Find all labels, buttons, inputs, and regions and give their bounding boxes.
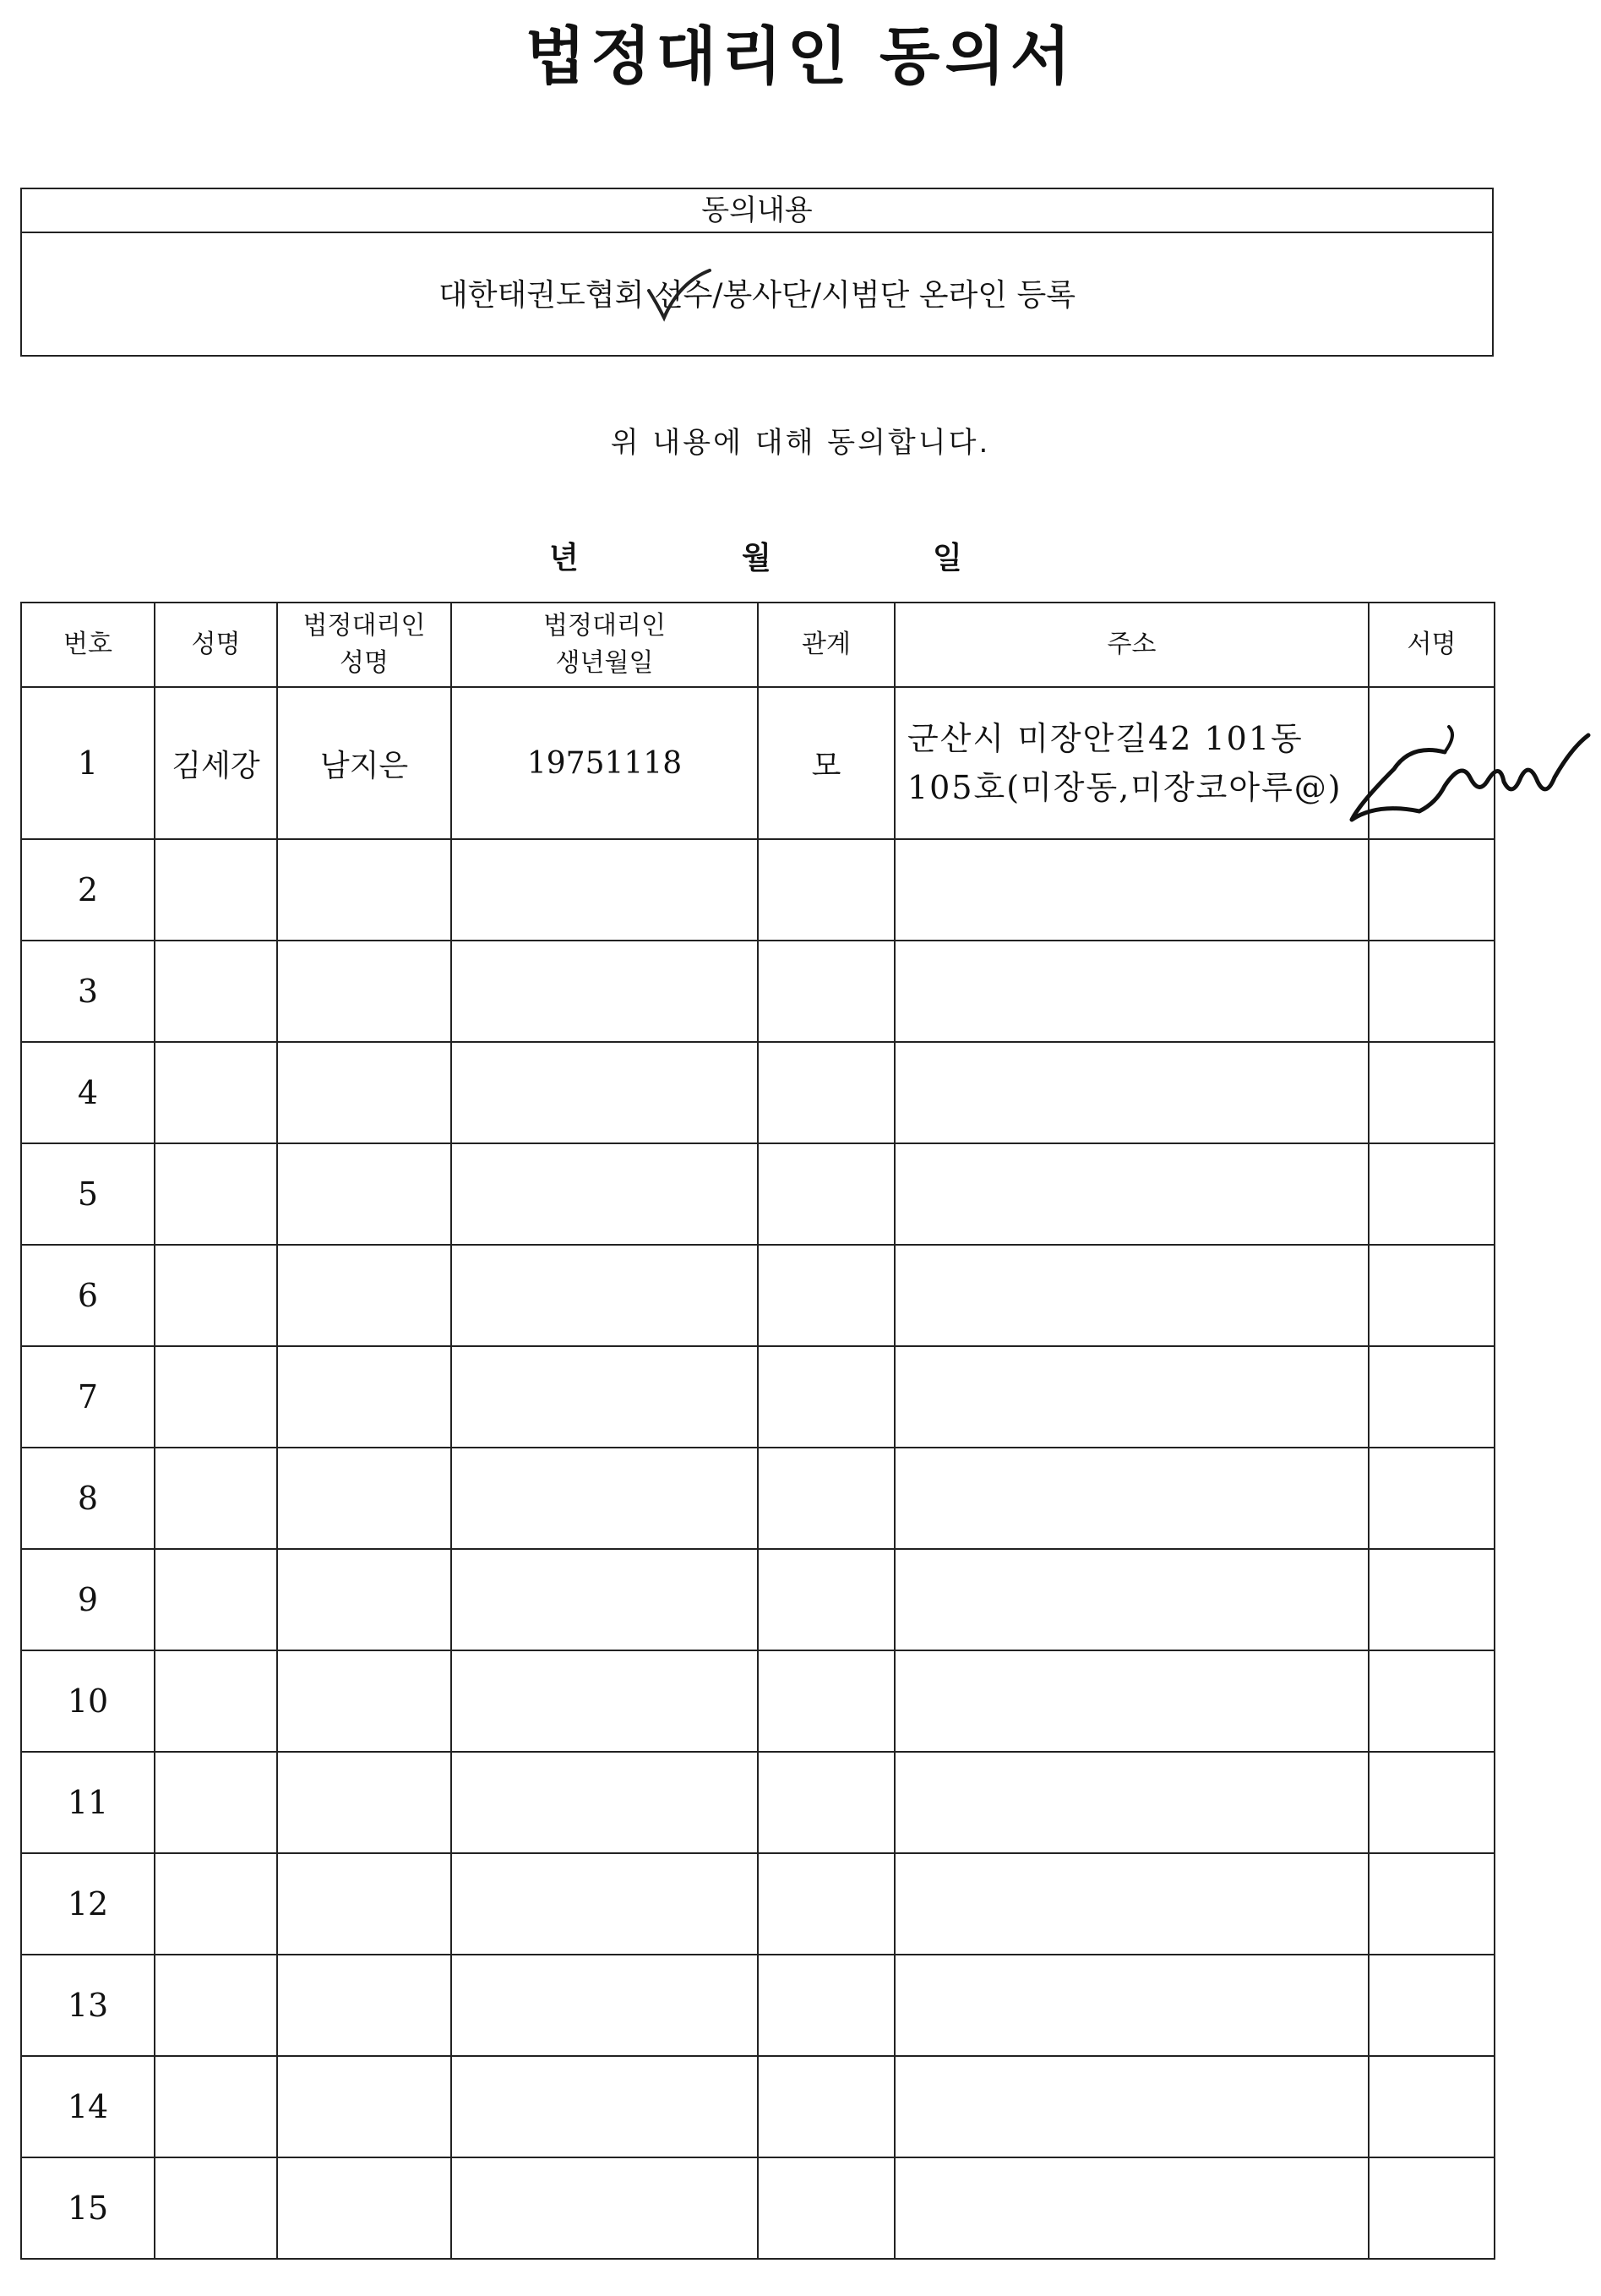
row-number: 10 bbox=[21, 1650, 155, 1752]
row-guardian-birth bbox=[451, 1346, 758, 1448]
row-address: 군산시 미장안길42 101동 105호(미장동,미장코아루@) bbox=[895, 687, 1369, 839]
row-address bbox=[895, 1042, 1369, 1143]
row-name: 김세강 bbox=[155, 687, 277, 839]
row-relation bbox=[758, 1549, 895, 1650]
table-row bbox=[21, 2157, 1495, 2259]
row-guardian-name bbox=[277, 1955, 451, 2056]
handwritten-signature bbox=[1343, 701, 1597, 837]
row-guardian-name bbox=[277, 1549, 451, 1650]
guardian-table bbox=[20, 602, 1495, 2260]
row-relation bbox=[758, 1853, 895, 1955]
row-relation bbox=[758, 2157, 895, 2259]
header-relation: 관계 bbox=[758, 603, 895, 687]
row-guardian-birth bbox=[451, 1549, 758, 1650]
row-guardian-birth bbox=[451, 1650, 758, 1752]
row-number: 1 bbox=[21, 687, 155, 839]
row-name bbox=[155, 941, 277, 1042]
row-number: 6 bbox=[21, 1245, 155, 1346]
row-guardian-birth bbox=[451, 941, 758, 1042]
row-signature bbox=[1369, 2056, 1495, 2157]
row-signature bbox=[1369, 839, 1495, 941]
row-guardian-birth bbox=[451, 1752, 758, 1853]
row-signature bbox=[1369, 1853, 1495, 1955]
table-row bbox=[21, 2056, 1495, 2157]
row-relation bbox=[758, 1245, 895, 1346]
table-row bbox=[21, 1650, 1495, 1752]
row-relation bbox=[758, 1346, 895, 1448]
row-relation bbox=[758, 1448, 895, 1549]
row-guardian-birth bbox=[451, 2157, 758, 2259]
table-header-row bbox=[21, 603, 1495, 687]
row-relation bbox=[758, 1143, 895, 1245]
header-guardian-birth: 법정대리인 생년월일 bbox=[451, 603, 758, 687]
row-name bbox=[155, 1143, 277, 1245]
row-guardian-name bbox=[277, 1650, 451, 1752]
row-relation bbox=[758, 2056, 895, 2157]
row-guardian-birth bbox=[451, 839, 758, 941]
row-relation bbox=[758, 941, 895, 1042]
row-name bbox=[155, 2157, 277, 2259]
row-signature bbox=[1369, 1346, 1495, 1448]
row-guardian-name bbox=[277, 1853, 451, 1955]
row-address bbox=[895, 1346, 1369, 1448]
page-title: 법정대리인 동의서 bbox=[525, 20, 1076, 93]
table-row bbox=[21, 941, 1495, 1042]
table-row bbox=[21, 687, 1495, 839]
row-number: 4 bbox=[21, 1042, 155, 1143]
row-number: 8 bbox=[21, 1448, 155, 1549]
row-number: 9 bbox=[21, 1549, 155, 1650]
table-row bbox=[21, 1853, 1495, 1955]
row-number: 5 bbox=[21, 1143, 155, 1245]
row-address bbox=[895, 1245, 1369, 1346]
row-guardian-birth bbox=[451, 1245, 758, 1346]
row-name bbox=[155, 2056, 277, 2157]
row-guardian-birth bbox=[451, 1042, 758, 1143]
row-address bbox=[895, 839, 1369, 941]
row-name bbox=[155, 1955, 277, 2056]
row-guardian-name bbox=[277, 2056, 451, 2157]
table-row bbox=[21, 1143, 1495, 1245]
row-signature bbox=[1369, 941, 1495, 1042]
row-address bbox=[895, 2056, 1369, 2157]
table-row bbox=[21, 1346, 1495, 1448]
row-guardian-name bbox=[277, 1143, 451, 1245]
row-address bbox=[895, 1650, 1369, 1752]
date-month-label: 월 bbox=[742, 541, 771, 575]
row-name bbox=[155, 839, 277, 941]
row-signature bbox=[1369, 2157, 1495, 2259]
bleed-through-text bbox=[972, 1453, 983, 1492]
row-address bbox=[895, 2157, 1369, 2259]
header-guardian-name: 법정대리인 성명 bbox=[277, 603, 451, 687]
row-guardian-birth: 19751118 bbox=[451, 687, 758, 839]
consent-content-box bbox=[20, 188, 1494, 357]
row-address bbox=[895, 1853, 1369, 1955]
row-number: 3 bbox=[21, 941, 155, 1042]
row-guardian-birth bbox=[451, 1143, 758, 1245]
consent-header: 동의내용 bbox=[22, 189, 1492, 233]
row-address bbox=[895, 1143, 1369, 1245]
consent-body-wrap bbox=[22, 233, 1492, 358]
row-name bbox=[155, 1549, 277, 1650]
row-name bbox=[155, 1448, 277, 1549]
table-body bbox=[21, 687, 1495, 2259]
header-name: 성명 bbox=[155, 603, 277, 687]
consent-body: 대한태권도협회 선수/봉사단/시범단 온라인 등록 bbox=[438, 278, 1076, 313]
row-name bbox=[155, 1245, 277, 1346]
date-year-label: 년 bbox=[549, 541, 579, 575]
row-guardian-birth bbox=[451, 1853, 758, 1955]
row-signature bbox=[1369, 1245, 1495, 1346]
header-signature: 서명 bbox=[1369, 603, 1495, 687]
table-row bbox=[21, 1955, 1495, 2056]
table-row bbox=[21, 1752, 1495, 1853]
row-number: 14 bbox=[21, 2056, 155, 2157]
row-relation bbox=[758, 1955, 895, 2056]
row-guardian-name bbox=[277, 1042, 451, 1143]
header-address: 주소 bbox=[895, 603, 1369, 687]
row-number: 7 bbox=[21, 1346, 155, 1448]
row-signature bbox=[1369, 1448, 1495, 1549]
row-guardian-name bbox=[277, 2157, 451, 2259]
row-relation bbox=[758, 839, 895, 941]
row-guardian-name bbox=[277, 1245, 451, 1346]
row-address bbox=[895, 1549, 1369, 1650]
date-day-label: 일 bbox=[933, 541, 962, 575]
row-relation bbox=[758, 1650, 895, 1752]
row-signature bbox=[1369, 1955, 1495, 2056]
checkmark-icon bbox=[645, 265, 713, 324]
row-guardian-name bbox=[277, 1448, 451, 1549]
row-signature bbox=[1369, 1042, 1495, 1143]
row-address bbox=[895, 1955, 1369, 2056]
row-address bbox=[895, 941, 1369, 1042]
row-guardian-birth bbox=[451, 1955, 758, 2056]
row-relation bbox=[758, 1752, 895, 1853]
header-number: 번호 bbox=[21, 603, 155, 687]
row-guardian-name bbox=[277, 941, 451, 1042]
row-guardian-name bbox=[277, 1752, 451, 1853]
row-address bbox=[895, 1752, 1369, 1853]
row-number: 13 bbox=[21, 1955, 155, 2056]
row-number: 2 bbox=[21, 839, 155, 941]
row-number: 12 bbox=[21, 1853, 155, 1955]
row-relation: 모 bbox=[758, 687, 895, 839]
row-name bbox=[155, 1752, 277, 1853]
row-signature bbox=[1369, 1650, 1495, 1752]
row-signature bbox=[1369, 1752, 1495, 1853]
row-name bbox=[155, 1346, 277, 1448]
agree-statement: 위 내용에 대해 동의합니다. bbox=[610, 426, 991, 460]
table-row bbox=[21, 1448, 1495, 1549]
row-guardian-birth bbox=[451, 1448, 758, 1549]
row-name bbox=[155, 1650, 277, 1752]
row-relation bbox=[758, 1042, 895, 1143]
row-address bbox=[895, 1448, 1369, 1549]
table-row bbox=[21, 839, 1495, 941]
table-row bbox=[21, 1549, 1495, 1650]
row-name bbox=[155, 1042, 277, 1143]
row-name bbox=[155, 1853, 277, 1955]
row-signature bbox=[1369, 1143, 1495, 1245]
row-guardian-name bbox=[277, 1346, 451, 1448]
row-guardian-name bbox=[277, 839, 451, 941]
row-number: 15 bbox=[21, 2157, 155, 2259]
table-row bbox=[21, 1042, 1495, 1143]
row-signature bbox=[1369, 1549, 1495, 1650]
row-guardian-birth bbox=[451, 2056, 758, 2157]
row-number: 11 bbox=[21, 1752, 155, 1853]
table-row bbox=[21, 1245, 1495, 1346]
row-guardian-name: 남지은 bbox=[277, 687, 451, 839]
